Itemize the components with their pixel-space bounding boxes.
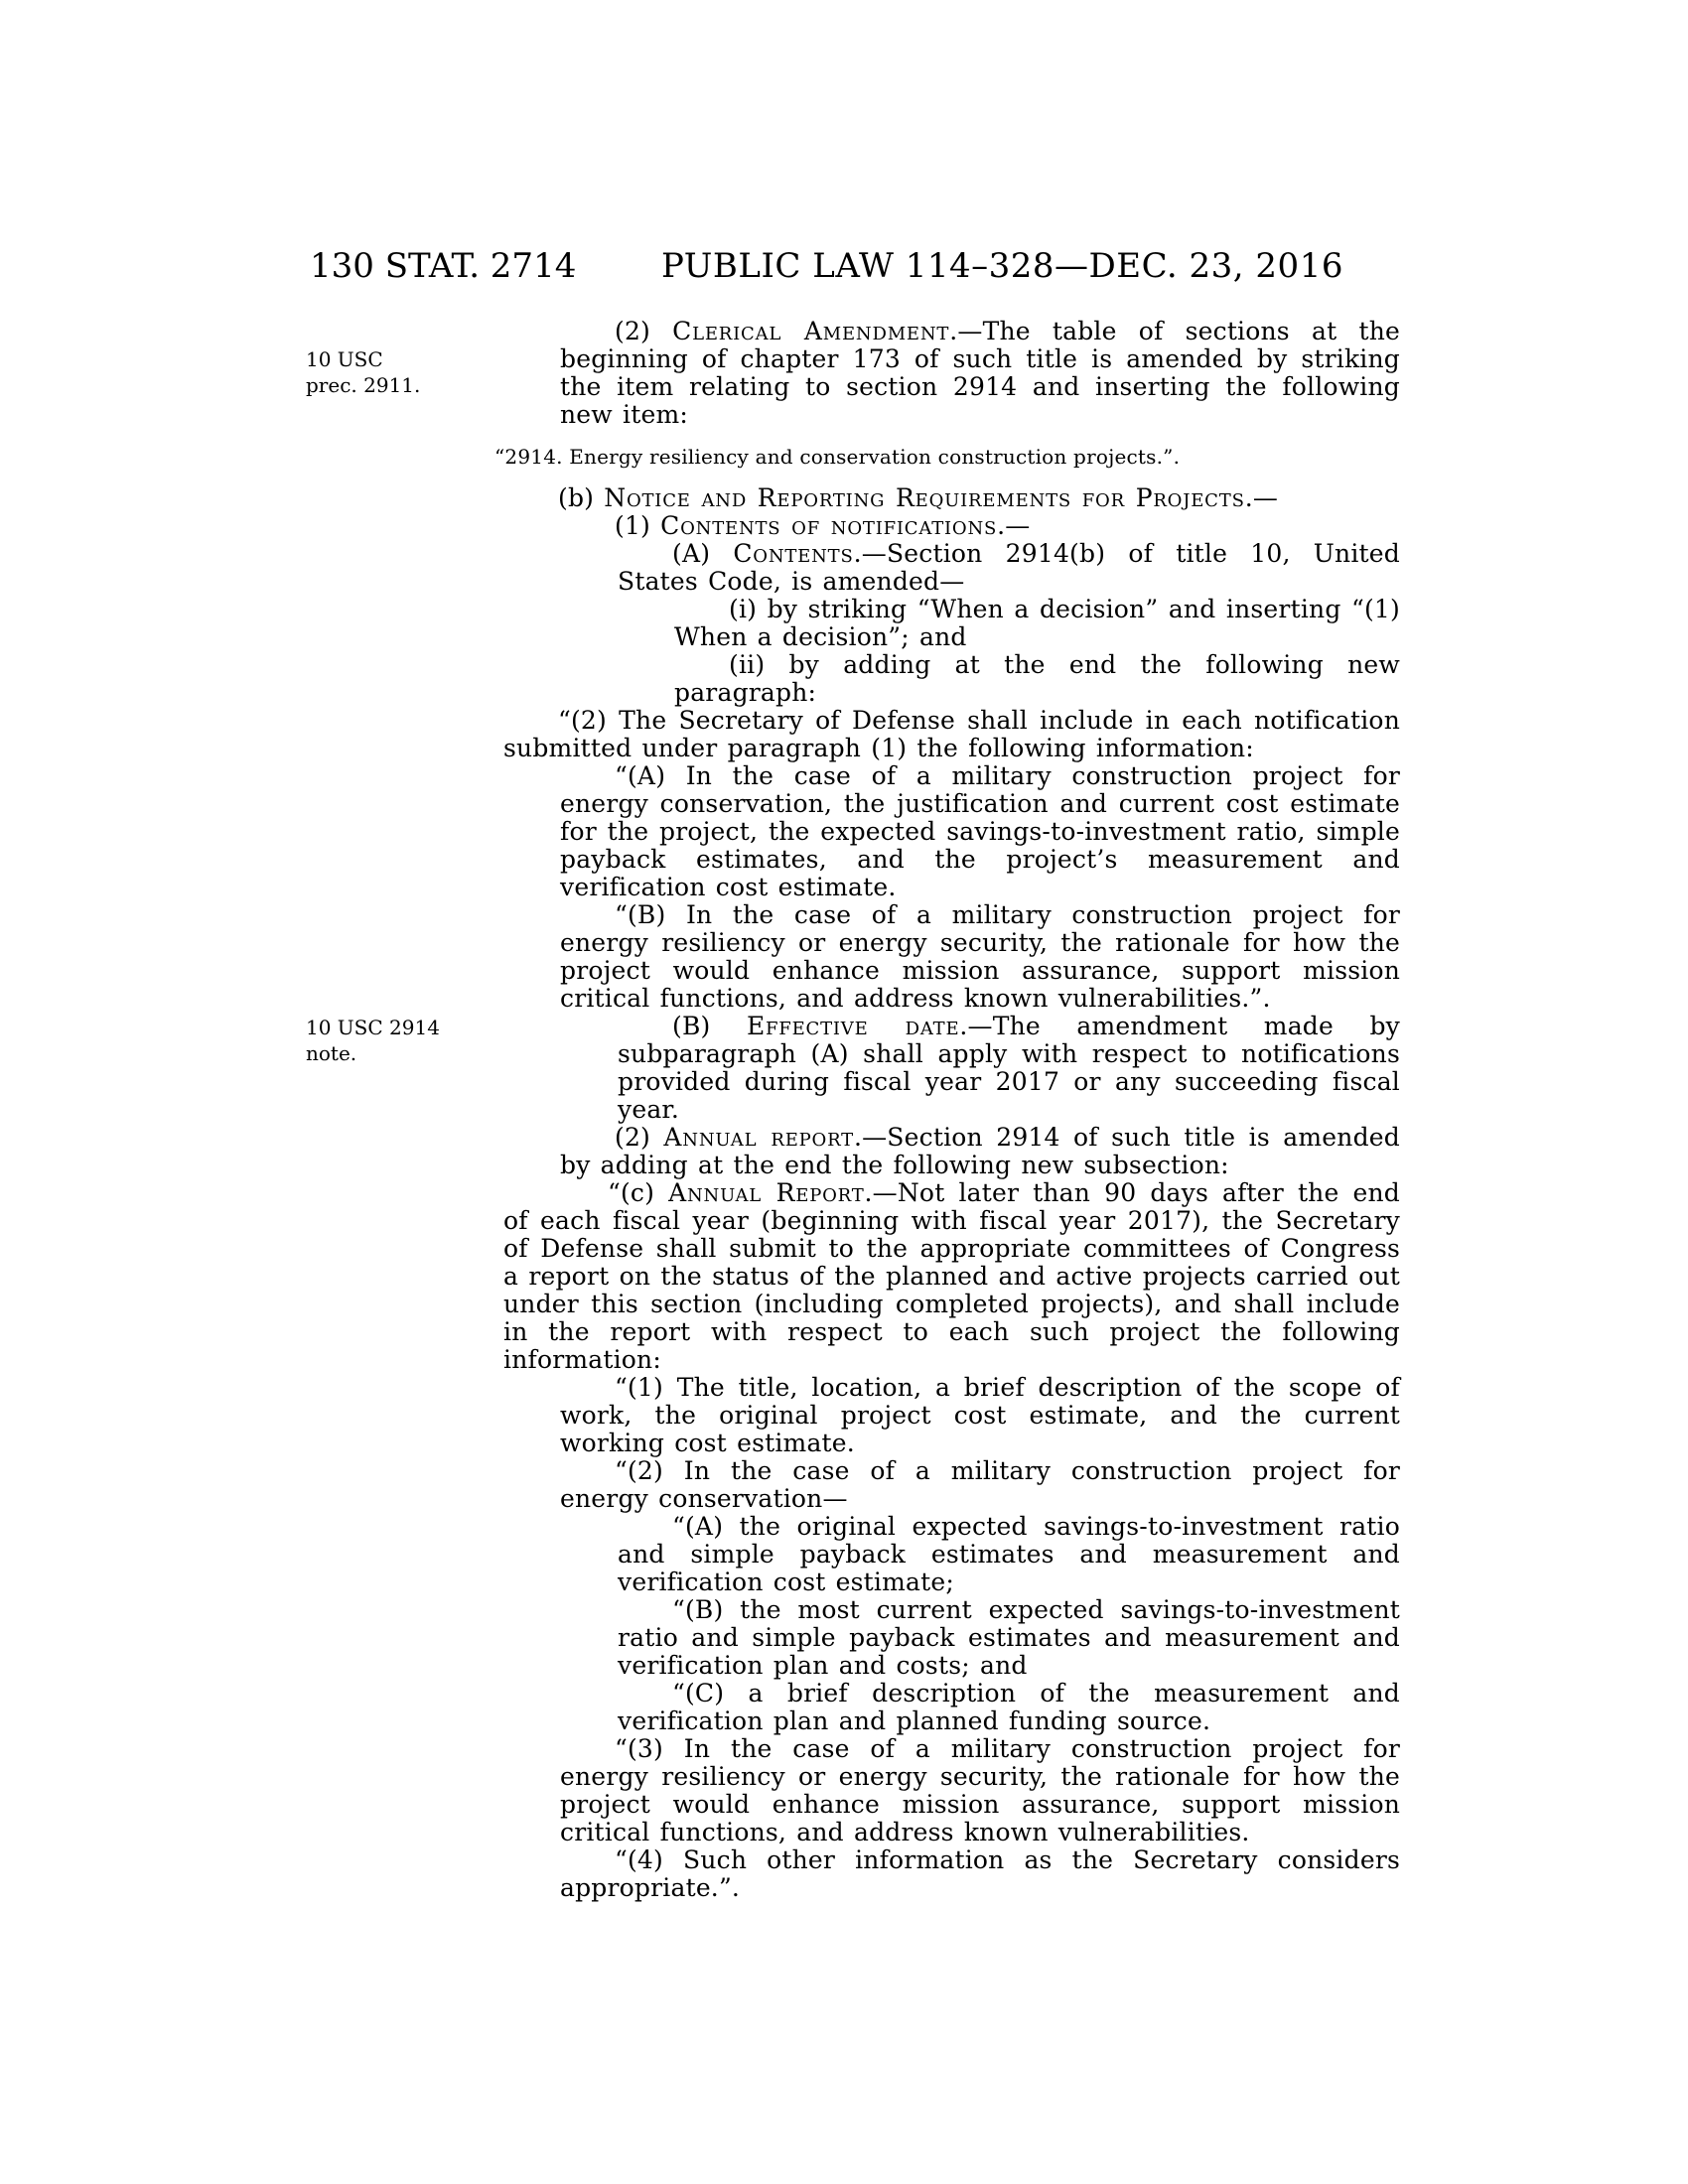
para-quoted-3-resiliency: “(3) In the case of a military construction project for energy resiliency or energy security, the rationale for how the project would enhance mission assurance, support mission critical functions, and address known vulnerabilities. (560, 1734, 1400, 1846)
para-quoted-2C-description: “(C) a brief description of the measurement and verification plan and planned funding source. (618, 1679, 1400, 1735)
para-2-annual-report: (2) Annual report.—Section 2914 of such title is amended by adding at the end the following new subsection: (560, 1123, 1400, 1179)
para-B-effective-date: (B) Effective date.—The amendment made by subparagraph (A) shall apply with respect to notifications provided during fiscal year 2017 or any succeeding fiscal year. (618, 1012, 1400, 1124)
body-column (494, 317, 1400, 1902)
para-quoted-2-secretary: “(2) The Secretary of Defense shall include in each notification submitted under paragraph (1) the following information: (503, 706, 1400, 762)
para-quoted-B-resiliency: “(B) In the case of a military construction project for energy resiliency or energy security, the rationale for how the project would enhance mission assurance, support mission critical functions, and address known vulnerabilities.”. (560, 900, 1400, 1013)
para-quoted-1-title: “(1) The title, location, a brief description of the scope of work, the original project cost estimate, and the current working cost estimate. (560, 1373, 1400, 1457)
para-1-contents-heading: (1) Contents of notifications.— (615, 511, 1031, 540)
page-number: 130 STAT. 2714 (310, 246, 577, 286)
para-ii-adding: (ii) by adding at the end the following new paragraph: (674, 650, 1400, 707)
para-i-striking: (i) by striking “When a decision” and inserting “(1) When a decision”; and (674, 595, 1400, 651)
toc-entry: “2914. Energy resiliency and conservation construction projects.”. (494, 445, 1181, 469)
para-quoted-2B-current: “(B) the most current expected savings-to-investment ratio and simple payback estimates and measurement and verification plan and costs; and (618, 1595, 1400, 1680)
para-clerical-amendment: (2) Clerical Amendment.—The table of sections at the beginning of chapter 173 of such title is amended by striking the item relating to section 2914 and inserting the following new item: (560, 317, 1400, 429)
margin-note-line: note. (306, 1041, 357, 1065)
margin-note-usc-2914-note (306, 1015, 490, 1066)
margin-note-line: prec. 2911. (306, 373, 421, 397)
para-quoted-2-case: “(2) In the case of a military construction project for energy conservation— (560, 1456, 1400, 1513)
para-quoted-2A-original: “(A) the original expected savings-to-investment ratio and simple payback estimates and measurement and verification cost estimate; (618, 1512, 1400, 1596)
margin-note-line: 10 USC (306, 347, 383, 371)
para-quoted-c-annual-report: “(c) Annual Report.—Not later than 90 days after the end of each fiscal year (beginning with fiscal year 2017), the Secretary of Defense shall submit to the appropriate committees of Congress a report on the status of the planned and active projects carried out under this section (including completed projects), and shall include in the report with respect to each such project the following information: (503, 1178, 1400, 1374)
margin-note-usc-prec-2911 (306, 346, 490, 398)
para-A-contents: (A) Contents.—Section 2914(b) of title 10, United States Code, is amended— (618, 539, 1400, 596)
para-quoted-A-conservation: “(A) In the case of a military construction project for energy conservation, the justification and current cost estimate for the project, the expected savings-to-investment ratio, simple payback estimates, and the project’s measurement and verification cost estimate. (560, 761, 1400, 901)
para-b-notice-heading: (b) Notice and Reporting Requirements for Projects.— (558, 483, 1279, 512)
law-header: PUBLIC LAW 114–328—DEC. 23, 2016 (661, 246, 1343, 286)
para-quoted-4-other: “(4) Such other information as the Secretary considers appropriate.”. (560, 1845, 1400, 1902)
margin-note-line: 10 USC 2914 (306, 1016, 440, 1039)
